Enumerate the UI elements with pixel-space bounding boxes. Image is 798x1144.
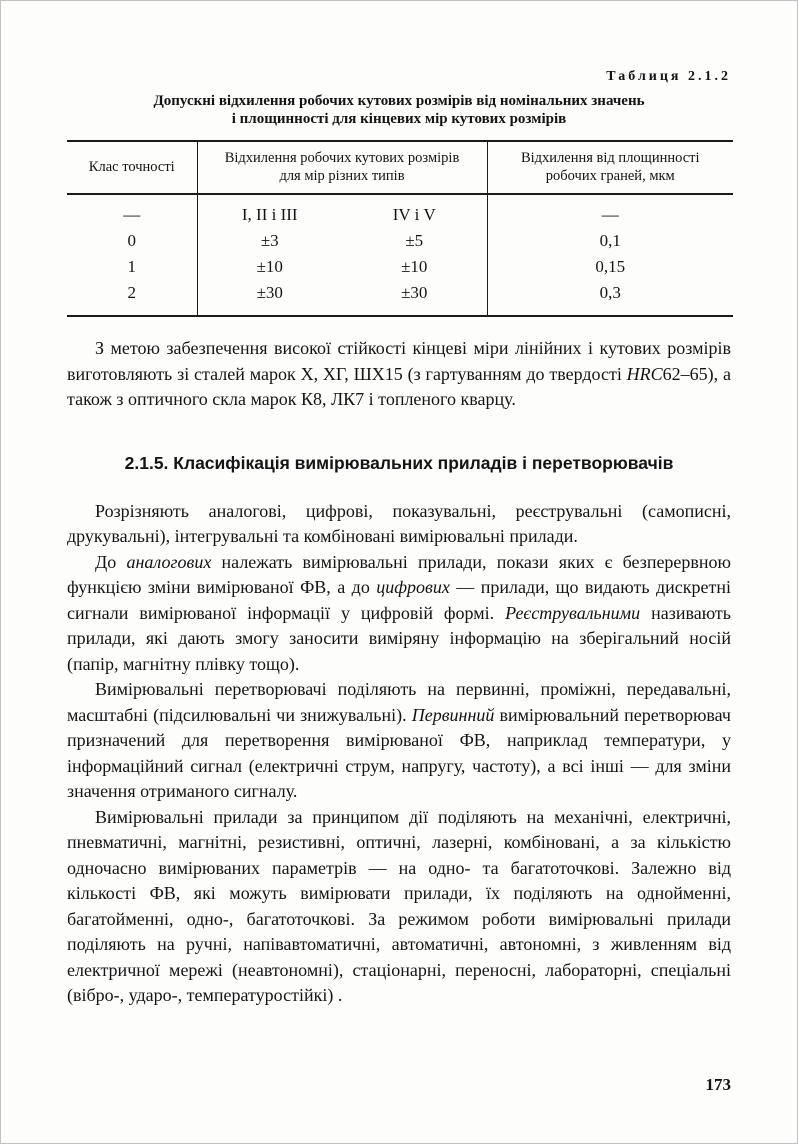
table-row bbox=[67, 228, 733, 254]
table-cell: ±3 bbox=[260, 231, 279, 250]
table-cell: — bbox=[601, 205, 619, 224]
table-caption bbox=[67, 92, 731, 128]
table-caption-line2: і площинності для кінцевих мір кутових розмірів bbox=[231, 111, 567, 127]
paragraph-operating-principle: Вимірювальні прилади за принципом дії поділяють на механічні, електричні, пневматичні, магнітні, резистивні, оптичні, лазерні, комбіновані, а за кількістю одночасно вимірюваних параметрів — на одно- та багатоточкові. Залежно від кількості ФВ, які можуть вимірювати прилади, їх поділяють на однойменні, багатойменні, одно-, багатоточкові. За режимом роботи вимірювальні прилади поділяють на ручні, напівавтоматичні, автоматичні, автономні, з живленням від електричної мережі (неавтономні), стаціонарні, переносні, лабораторні, спеціальні (вібро-, ударо-, температуростійкі) . bbox=[67, 806, 731, 1005]
paragraph-instrument-types: Розрізняють аналогові, цифрові, показувальні, реєструвальні (самописні, друкувальні), інтегрувальні та комбіновані вимірювальні прилади. bbox=[67, 500, 731, 546]
tolerance-table bbox=[67, 140, 733, 317]
table-cell: IV і V bbox=[342, 194, 487, 228]
table-cell: 0,3 bbox=[487, 280, 733, 316]
table-row bbox=[67, 280, 733, 316]
text-segment-italic: Реєструвальними bbox=[505, 602, 641, 623]
table-cell: I, II і III bbox=[241, 205, 298, 224]
table-cell: 0 bbox=[67, 228, 197, 254]
table-cell: 2 bbox=[67, 280, 197, 316]
text-segment-italic: HRC bbox=[626, 363, 663, 384]
text-segment-italic: Первинний bbox=[411, 704, 495, 725]
text-segment: називають прилади, які дають змогу заносити виміряну інформацію на зберігальний носій (папір, магнітну плівку тощо). bbox=[67, 602, 732, 674]
text-segment: З метою забезпечення високої стійкості кінцеві міри лінійних і кутових розмірів виготовляють зі сталей марок Х, ХГ, ШХ15 (з гартуванням до твердості bbox=[67, 338, 731, 384]
text-segment: Вимірювальні перетворювачі поділяють на первинні, проміжні, передавальні, масштабні (підсилювальні чи знижувальні). bbox=[67, 679, 731, 725]
text-segment: — прилади, що видають дискретні сигнали вимірюваної інформації у цифровій формі. bbox=[67, 577, 731, 623]
paragraph-materials bbox=[67, 336, 731, 413]
header-flatness: Відхилення від площинності робочих граней, мкм bbox=[487, 141, 733, 194]
table-row bbox=[67, 254, 733, 280]
paragraph-transducers bbox=[67, 677, 731, 805]
paragraph-analog-digital bbox=[67, 550, 731, 678]
section-heading: 2.1.5. Класифікація вимірювальних приладів і перетворювачів bbox=[124, 452, 674, 473]
header-deviation: Відхилення робочих кутових розмірів для мір різних типів bbox=[197, 141, 487, 194]
text-segment-italic: аналогових bbox=[126, 551, 212, 572]
table-cell: ±5 bbox=[342, 228, 487, 254]
table-cell: ±10 bbox=[342, 254, 487, 280]
table-cell: ±30 bbox=[342, 280, 487, 316]
table-cell: ±30 bbox=[197, 280, 342, 316]
table-caption-line1: Допускні відхилення робочих кутових розмірів від номінальних значень bbox=[153, 93, 645, 109]
text-segment: належать вимірювальні прилади, покази яких є безперервною функцією зміни вимірюваної ФВ, а до bbox=[67, 551, 732, 597]
header-accuracy-class: Клас точності bbox=[67, 141, 197, 194]
text-segment: До bbox=[95, 551, 127, 572]
text-segment: 62–65), а також з оптичного скла марок К8, ЛК7 і топленого кварцу. bbox=[67, 363, 731, 409]
table-cell: — bbox=[67, 194, 197, 228]
table-row bbox=[67, 194, 733, 228]
table-cell: 0,15 bbox=[595, 257, 626, 276]
page-number: 173 bbox=[705, 1075, 731, 1094]
text-segment: вимірювальний перетворювач призначений для перетворення вимірюваної ФВ, наприклад температури, у інформаційний сигнал (електричні струм, напругу, частоту), а всі інші — для зміни значення отриманого сигналу. bbox=[67, 704, 731, 801]
table-cell: 0,1 bbox=[599, 231, 621, 250]
table-cell: 1 bbox=[67, 254, 197, 280]
table-cell: ±10 bbox=[256, 257, 283, 276]
text-segment-italic: цифрових bbox=[376, 577, 450, 597]
table-header-row bbox=[67, 141, 733, 194]
table-label: Таблиця 2.1.2 bbox=[606, 69, 731, 84]
